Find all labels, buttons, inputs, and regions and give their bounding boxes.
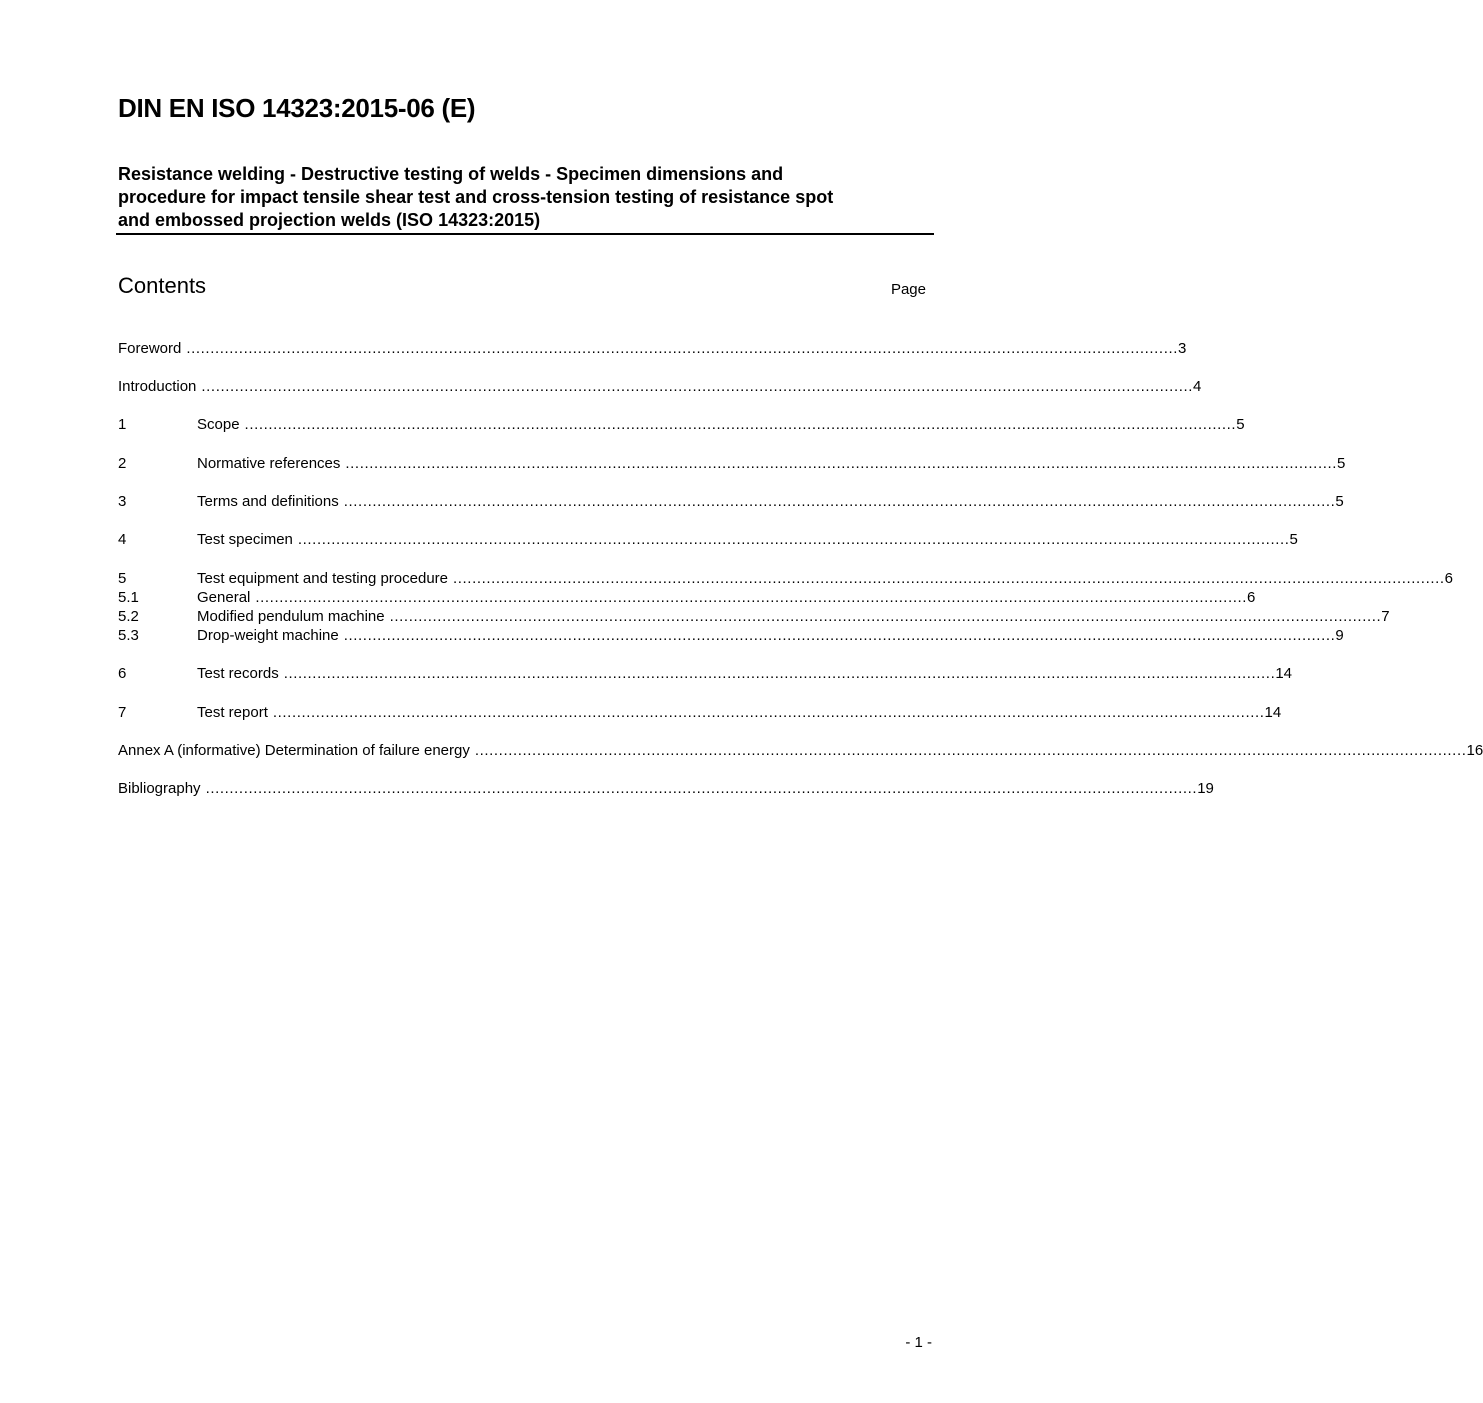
toc-entry-page: 5	[1236, 416, 1245, 433]
toc-entry-number: 2	[118, 455, 127, 472]
toc-dot-leader: ................................................................................................................................................................................................................	[474, 742, 1467, 759]
toc-dot-leader: ................................................................................................................................................................................................................	[389, 608, 1382, 625]
toc-dot-leader: ................................................................................................................................................................................................................	[186, 340, 1178, 357]
toc-dot-leader: ................................................................................................................................................................................................................	[345, 455, 1338, 472]
toc-entry-scope[interactable]	[118, 415, 1245, 434]
contents-heading: Contents	[118, 273, 207, 298]
toc-entry-title: Drop-weight machine	[197, 627, 339, 644]
toc-entry-title: Test specimen	[197, 531, 293, 548]
toc-entry-foreword[interactable]	[118, 339, 1187, 358]
toc-entry-page: 5	[1337, 455, 1346, 472]
toc-entry-title: Test records	[197, 665, 279, 682]
document-id: DIN EN ISO 14323:2015-06 (E)	[118, 93, 476, 123]
document-title-line: and embossed projection welds (ISO 14323:2015)	[118, 210, 541, 230]
toc-entry-page: 14	[1264, 704, 1282, 721]
page-column-label: Page	[890, 281, 926, 298]
toc-dot-leader: ................................................................................................................................................................................................................	[283, 665, 1276, 682]
toc-entry-bibliography[interactable]	[118, 779, 1214, 798]
toc-entry-number: 6	[118, 665, 127, 682]
toc-entry-page: 3	[1178, 340, 1187, 357]
toc-entry-number: 5.1	[118, 589, 139, 606]
toc-entry-test-equipment[interactable]	[118, 569, 1453, 588]
toc-entry-title: Scope	[197, 416, 240, 433]
toc-entry-page: 19	[1197, 780, 1214, 797]
toc-entry-number: 4	[118, 531, 127, 548]
toc-entry-introduction[interactable]	[118, 377, 1202, 396]
toc-entry-title: Introduction	[118, 378, 197, 395]
toc-entry-test-records[interactable]	[118, 664, 1293, 683]
toc-entry-page: 16	[1466, 742, 1483, 759]
toc-entry-page: 7	[1381, 608, 1390, 625]
toc-entry-title: Test report	[197, 704, 268, 721]
toc-entry-title: Normative references	[197, 455, 341, 472]
toc-entry-title: Terms and definitions	[197, 493, 339, 510]
toc-entry-page: 9	[1335, 627, 1344, 644]
toc-entry-annex-a[interactable]	[118, 741, 1483, 760]
toc-entry-terms-and-definitions[interactable]	[118, 492, 1344, 511]
document-title	[118, 163, 918, 232]
toc-entry-number: 1	[118, 416, 127, 433]
toc-dot-leader: ................................................................................................................................................................................................................	[343, 627, 1336, 644]
toc-entry-page: 6	[1247, 589, 1256, 606]
toc-entry-page: 4	[1193, 378, 1202, 395]
toc-entry-title: Modified pendulum machine	[197, 608, 385, 625]
toc-entry-page: 5	[1335, 493, 1344, 510]
toc-dot-leader: ................................................................................................................................................................................................................	[201, 378, 1194, 395]
toc-dot-leader: ................................................................................................................................................................................................................	[255, 589, 1248, 606]
toc-dot-leader: ................................................................................................................................................................................................................	[244, 416, 1237, 433]
toc-entry-number: 3	[118, 493, 127, 510]
toc-entry-number: 7	[118, 704, 127, 721]
toc-entry-test-report[interactable]	[118, 703, 1282, 722]
toc-entry-title: General	[197, 589, 251, 606]
toc-entry-number: 5.2	[118, 608, 139, 625]
document-title-line: procedure for impact tensile shear test and cross-tension testing of resistance spot	[118, 187, 834, 207]
toc-dot-leader: ................................................................................................................................................................................................................	[272, 704, 1265, 721]
toc-entry-title: Test equipment and testing procedure	[197, 570, 448, 587]
toc-entry-title: Annex A (informative) Determination of failure energy	[118, 742, 470, 759]
toc-entry-number: 5	[118, 570, 127, 587]
toc-dot-leader: ................................................................................................................................................................................................................	[205, 780, 1198, 797]
toc-entry-page: 6	[1444, 570, 1453, 587]
toc-entry-modified-pendulum-machine[interactable]	[118, 607, 1390, 626]
toc-entry-drop-weight-machine[interactable]	[118, 626, 1344, 645]
toc-entry-test-specimen[interactable]	[118, 530, 1298, 549]
title-underline	[116, 233, 934, 235]
document-title-line: Resistance welding - Destructive testing of welds - Specimen dimensions and	[118, 164, 784, 184]
toc-entry-number: 5.3	[118, 627, 139, 644]
toc-dot-leader: ................................................................................................................................................................................................................	[343, 493, 1336, 510]
toc-entry-general[interactable]	[118, 588, 1256, 607]
toc-entry-title: Foreword	[118, 340, 182, 357]
toc-entry-normative-references[interactable]	[118, 454, 1346, 473]
toc-dot-leader: ................................................................................................................................................................................................................	[297, 531, 1290, 548]
toc-entry-title: Bibliography	[118, 780, 201, 797]
toc-dot-leader: ................................................................................................................................................................................................................	[453, 570, 1445, 587]
footer-page-number: - 1 -	[905, 1334, 932, 1351]
toc-entry-page: 5	[1289, 531, 1298, 548]
toc-entry-page: 14	[1275, 665, 1293, 682]
